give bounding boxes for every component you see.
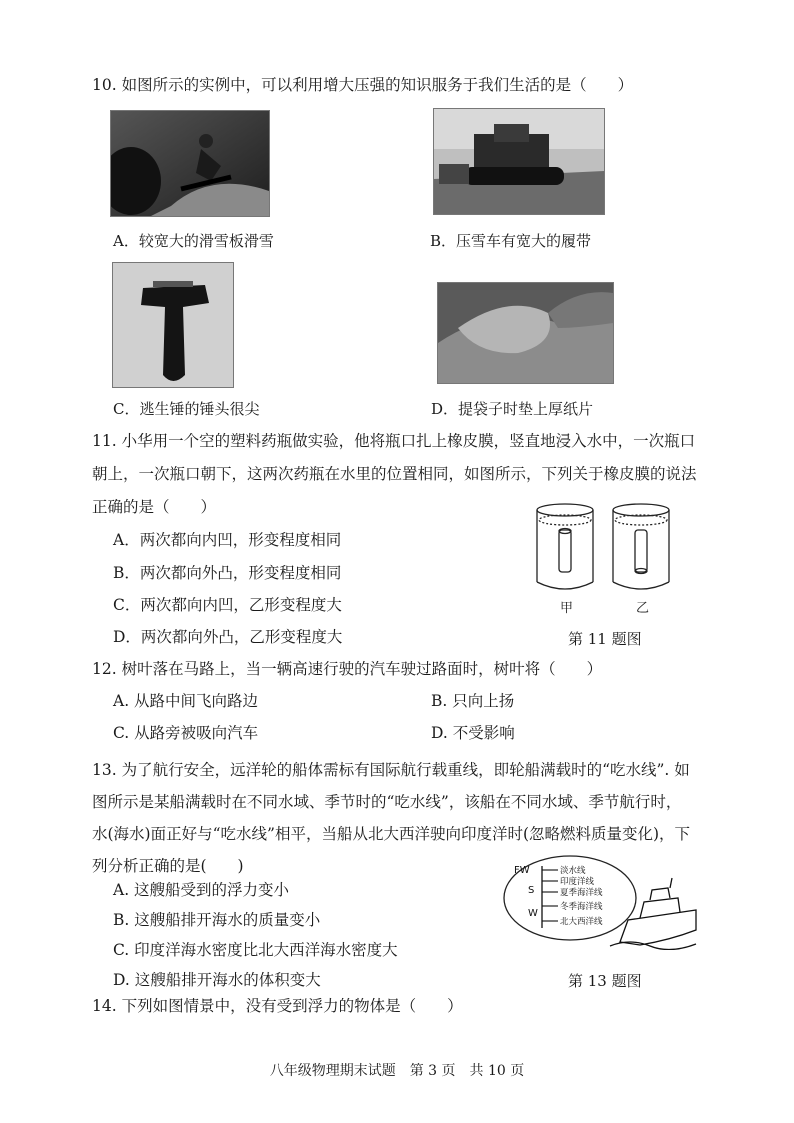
q11-option-a: A．两次都向内凹，形变程度相同 [113, 531, 342, 549]
photo-snowcat [433, 108, 605, 215]
label-yi: 乙 [636, 601, 650, 616]
mark-fw: FW [514, 865, 530, 876]
line-label-indian: 印度洋线 [560, 877, 595, 887]
q13-stem-line-1: 13. 为了航行安全，远洋轮的船体需标有国际航行载重线，即轮船满载时的“吃水线”. 如 [92, 761, 690, 779]
q13-option-a: A. 这艘船受到的浮力变小 [113, 881, 290, 899]
q13-figure [500, 850, 700, 950]
photo-escape-hammer [112, 262, 234, 388]
q11-stem-line-1: 11. 小华用一个空的塑料药瓶做实验，他将瓶口扎上橡皮膜，竖直地浸入水中，一次瓶口 [92, 432, 696, 450]
q10-stem: 10. 如图所示的实例中，可以利用增大压强的知识服务于我们生活的是（ ） [92, 76, 634, 94]
q11-figure [530, 500, 680, 620]
q13-figure-caption: 第 13 题图 [568, 972, 642, 990]
q10-option-a: A．较宽大的滑雪板滑雪 [113, 232, 274, 250]
q13-stem-line-3: 水(海水)面正好与“吃水线”相平，当船从北大西洋驶向印度洋时(忽略燃料质量变化)，下 [92, 825, 691, 843]
photo-bag-handle [437, 282, 614, 384]
q13-stem-line-4: 列分析正确的是( ) [92, 857, 244, 875]
q12-option-c: C. 从路旁被吸向汽车 [113, 724, 259, 742]
q13-option-d: D. 这艘船排开海水的体积变大 [113, 971, 321, 989]
q12-stem: 12. 树叶落在马路上，当一辆高速行驶的汽车驶过路面时，树叶将（ ） [92, 660, 603, 678]
mark-w: W [528, 908, 538, 919]
q13-stem-line-2: 图所示是某船满载时在不同水域、季节时的“吃水线”，该船在不同水域、季节航行时， [92, 793, 682, 811]
q10-option-c: C．逃生锤的锤头很尖 [113, 400, 260, 418]
q11-stem-line-2: 朝上，一次瓶口朝下，这两次药瓶在水里的位置相同，如图所示，下列关于橡皮膜的说法 [92, 465, 697, 483]
q14-stem: 14. 下列如图情景中，没有受到浮力的物体是（ ） [92, 997, 463, 1015]
label-jia: 甲 [560, 601, 574, 616]
q13-option-b: B. 这艘船排开海水的质量变小 [113, 911, 321, 929]
q10-option-b: B．压雪车有宽大的履带 [430, 232, 592, 250]
q11-stem-line-3: 正确的是（ ） [92, 498, 217, 516]
q13-option-c: C. 印度洋海水密度比北大西洋海水密度大 [113, 941, 398, 959]
line-label-fresh: 淡水线 [560, 866, 586, 876]
q11-option-b: B．两次都向外凸，形变程度相同 [113, 564, 342, 582]
q11-option-d: D．两次都向外凸，乙形变程度大 [113, 628, 343, 646]
q12-option-a: A. 从路中间飞向路边 [113, 692, 259, 710]
q11-option-c: C．两次都向内凹，乙形变程度大 [113, 596, 342, 614]
line-label-summer: 夏季海洋线 [560, 888, 603, 898]
mark-s: S [528, 885, 535, 896]
q12-option-d: D. 不受影响 [431, 724, 515, 742]
q10-option-d: D．提袋子时垫上厚纸片 [431, 400, 594, 418]
q12-option-b: B. 只向上扬 [431, 692, 515, 710]
line-label-winter: 冬季海洋线 [560, 902, 603, 912]
q11-figure-caption: 第 11 题图 [568, 630, 642, 648]
page-footer: 八年级物理期末试题 第 3 页 共 10 页 [269, 1063, 525, 1079]
line-label-north-atlantic: 北大西洋线 [560, 917, 603, 927]
photo-snowboard [110, 110, 270, 217]
